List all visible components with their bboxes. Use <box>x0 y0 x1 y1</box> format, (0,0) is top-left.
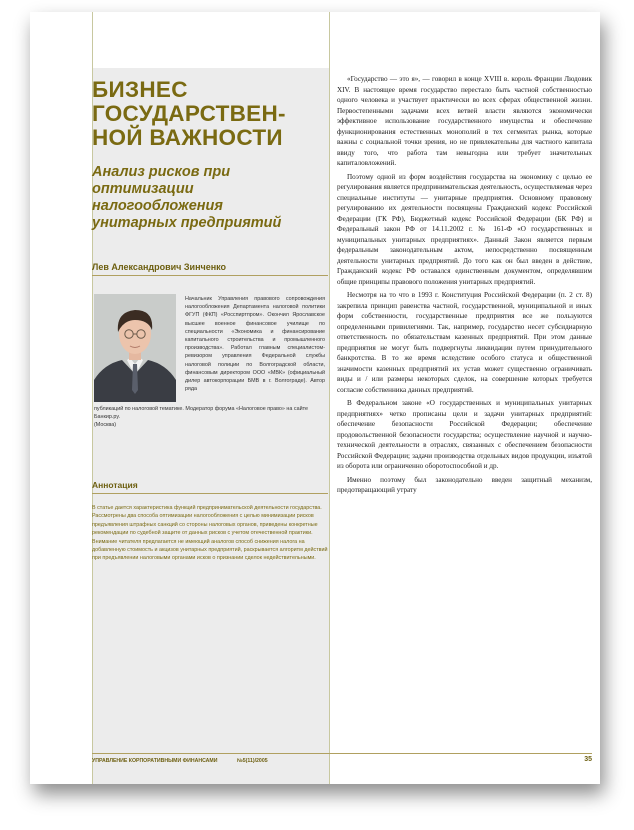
subtitle-line: унитарных предприятий <box>92 215 282 231</box>
title-line: НОЙ ВАЖНОСТИ <box>92 125 283 150</box>
subtitle-line: налогообложения <box>92 198 223 214</box>
annotation-heading: Аннотация <box>92 480 328 494</box>
body-paragraph: В Федеральном законе «О государственных и муниципальных унитарных предприятиях» четко прописаны цели и задачи унитарных предприятий: обеспечение безопасности Российской Федерации; обеспечение продовольственной безопасности государства; осуществление научной и научно-технической деятельности в отраслях, связанных с обеспечением безопасности Российской Федерации; задачи производства отдельных видов продукции, изъятой из оборота или ограниченно оборотоспособной и др. <box>337 399 592 470</box>
article-body <box>337 74 592 499</box>
title-line: ГОСУДАРСТВЕН- <box>92 101 286 126</box>
body-paragraph: Поэтому одной из форм воздействия государства на экономику с целью ее регулирования является предпринимательская деятельность, осуществляемая через специальные институты — унитарные предприятия. Основному правовому регулированию их деятельности посвящены Гражданский кодекс Российской Федерации (ГК РФ), Бюджетный кодекс Российской Федерации (БК РФ) и Федеральный закон РФ от 14.11.2002 г. № 161-Ф «О государственных и муниципальных унитарных предприятиях». Данный Закон является первым федеральным законодательным актом, непосредственно посвященным деятельности унитарных предприятий. До того как он был введен в действие, Гражданский кодекс РФ оставался единственным документом, определявшим общие принципы правового положения унитарных предприятий. <box>337 172 592 286</box>
body-paragraph: Несмотря на то что в 1993 г. Конституция Российской Федерации (п. 2 ст. 8) закрепила принцип равенства частной, государственной, муниципальной и иных форм собственности, государственные предприятия все же пользуются определенными привилегиями. Так, например, государство несет субсидиарную ответственность по обязательствам казенных предприятий. При этом данные предприятия не могут быть подвергнуты ликвидации путем принудительного банкротства. В то же время вследствие особого статуса и общественной значимости казенных предприятий их устав может существенно ограничивать виды и / или размеры некоторых сделок, на совершение которых требуется согласие собственника данных предприятий. <box>337 291 592 394</box>
footer-issue: №5(11)/2005 <box>237 758 268 764</box>
subtitle-line: Анализ рисков при <box>92 164 231 180</box>
title-line: БИЗНЕС <box>92 77 188 102</box>
footer-magazine-name: УПРАВЛЕНИЕ КОРПОРАТИВНЫМИ ФИНАНСАМИ <box>92 758 218 764</box>
page-footer <box>92 753 592 764</box>
body-paragraph: «Государство — это я», — говорил в конце XVIII в. король Франции Людовик XIV. В настоящее время государство перестало быть частной собственностью одного человека и участвует практически во всех сферах общественной жизни. Первостепенными задачами всех ветвей власти являются экономически эффективное использование государственного имущества и обеспечение функционирования естественных монополий в тех сегментах рынка, которые важны с социальной точки зрения, но не привлекательны для частного капитала ввиду того, что работа там невыгодна или требует значительных капиталовложений. <box>337 75 592 167</box>
article-title <box>92 78 328 150</box>
subtitle-line: оптимизации <box>92 181 194 197</box>
author-photo <box>94 294 176 402</box>
page-number: 35 <box>584 756 592 763</box>
body-paragraph: Именно поэтому был законодательно введен защитный механизм, предотвращающий утрату <box>337 475 592 494</box>
magazine-page <box>30 12 600 784</box>
author-bio: Начальник Управления правового сопровождения налогообложения Департамента налоговой политики ФГУП (ФКП) «Росспиртпром». Окончил Ярославское высшее военное финансовое училище по специальности «Экономика и финансирование капитального строительства и промышленного производства». Работал главным специалистом-ревизором управления Федеральной службы налоговой полиции по Волгоградской области, финансовым директором ООО «МВК» (официальный дилер автокорпорации БМВ в г. Волгограде). Автор ряда <box>185 296 325 393</box>
annotation-text: В статье дается характеристика функций предпринимательской деятельности государства. Рассмотрены два способа оптимизации налогообложения с целью минимизации рисков предъявления штрафных санкций со стороны налоговых органов, приведены конкретные рекомендации по судебной защите от данных рисков с учетом отечественной практики. Внимание читателя предлагается не имеющий аналогов способ снижения налога на добавленную стоимость и акцизов унитарных предприятий, раскрывается алгоритм действий при предъявлении налоговыми органами исков о признании сделок недействительными. <box>92 505 328 562</box>
author-name: Лев Александрович Зинченко <box>92 262 328 276</box>
bio-tail-text: публикаций по налоговой тематике. Модератор форума «Налоговое право» на сайте Банкир.ру. <box>94 406 308 421</box>
bio-city: (Москва) <box>94 422 116 429</box>
author-bio-continued <box>94 405 328 430</box>
article-subtitle <box>92 164 332 232</box>
author-portrait-image <box>94 294 176 402</box>
